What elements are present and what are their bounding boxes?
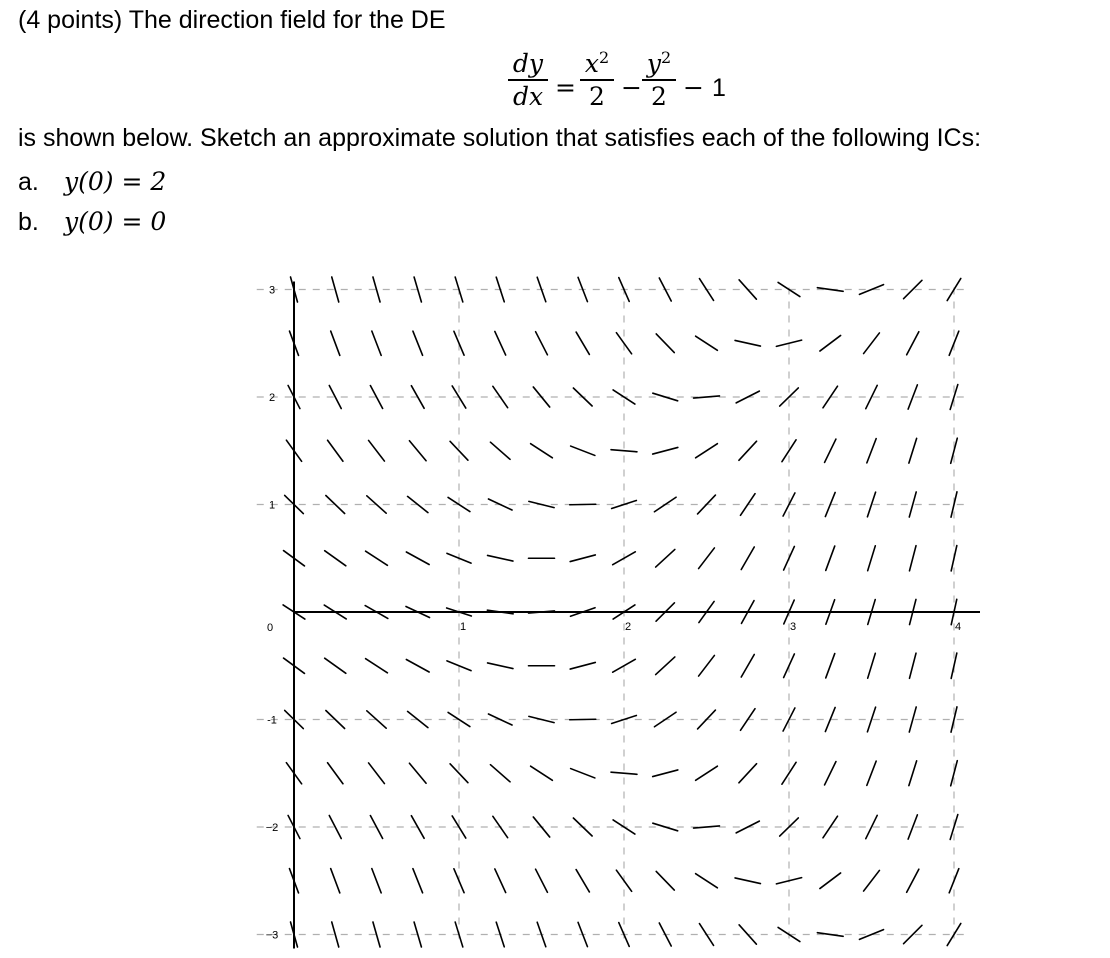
minus-sign: − <box>683 73 704 102</box>
initial-condition-a <box>18 167 166 197</box>
y-tick-label: −3 <box>265 929 279 942</box>
slope-segment <box>741 547 754 570</box>
slope-segment <box>867 439 876 463</box>
y-tick-label: -1 <box>267 714 277 727</box>
slope-segment <box>653 823 678 831</box>
condition-label: a. <box>18 168 39 196</box>
condition-label: b. <box>18 208 39 236</box>
slope-segment <box>488 714 512 725</box>
dydx-denominator: dx <box>512 82 544 111</box>
slope-segment <box>531 444 553 458</box>
slope-segment <box>907 332 919 355</box>
slope-segment <box>826 546 835 570</box>
slope-segment <box>576 332 589 354</box>
slope-segment <box>654 497 676 512</box>
slope-segment <box>864 870 880 891</box>
slope-segment <box>656 334 674 353</box>
slope-segment <box>413 331 423 355</box>
equals-sign: = <box>555 73 576 102</box>
slope-segment <box>366 551 388 565</box>
x-squared-denominator: 2 <box>589 82 605 111</box>
slope-segment <box>571 446 595 455</box>
slope-segment <box>868 653 876 678</box>
slope-segment <box>739 441 757 460</box>
slope-segment <box>653 393 678 401</box>
slope-segment <box>611 450 637 452</box>
y-tick-label: −2 <box>265 822 279 834</box>
slope-segment <box>656 549 675 567</box>
slope-segment <box>369 440 385 461</box>
slope-segment <box>907 869 919 892</box>
slope-segment <box>694 826 720 828</box>
x-tick-label: 2 <box>624 621 632 633</box>
slope-segment <box>328 440 343 461</box>
slope-segment <box>409 763 426 783</box>
slope-segment <box>325 551 346 566</box>
slope-segment <box>454 869 464 893</box>
slope-segment <box>820 335 841 351</box>
slope-segment <box>573 818 592 836</box>
slope-segment <box>531 766 553 780</box>
slope-segment <box>331 331 340 355</box>
origin-label: 0 <box>266 622 274 634</box>
slope-segment <box>696 444 718 458</box>
slope-segment <box>951 546 957 571</box>
slope-segment <box>656 871 674 890</box>
slope-segment <box>825 762 836 785</box>
condition-expression: y(0) = 2 <box>64 167 167 196</box>
initial-condition-b <box>18 207 166 237</box>
slope-segment <box>739 925 756 944</box>
slope-segment <box>699 655 715 676</box>
x-variable: x <box>584 49 599 78</box>
instruction-text: is shown below. Sketch an approximate solution that satisfies each of the following ICs: <box>18 124 982 152</box>
slope-segment <box>533 817 549 837</box>
slope-segment <box>909 653 916 678</box>
dydx-numerator: dy <box>508 50 548 81</box>
slope-segment <box>331 869 340 893</box>
slope-segment <box>533 387 549 407</box>
y-squared-denominator: 2 <box>651 82 667 111</box>
slope-segment <box>909 438 917 463</box>
y-squared-numerator <box>642 50 676 81</box>
slope-segment <box>413 869 423 893</box>
slope-segment <box>654 712 676 727</box>
slope-segment <box>616 870 631 891</box>
slope-segment <box>576 870 589 892</box>
slope-segment <box>784 546 795 570</box>
slope-segment <box>698 710 716 729</box>
slope-segment <box>366 659 388 673</box>
y-tick-label: 3 <box>268 284 276 297</box>
constant-term: 1 <box>712 74 726 102</box>
slope-segment <box>570 555 595 562</box>
slope-segment <box>529 716 554 722</box>
slope-segment <box>570 662 595 669</box>
slope-segment <box>406 659 429 672</box>
x-tick-label: 3 <box>789 621 797 633</box>
slope-segment <box>696 766 718 780</box>
slope-segment <box>369 763 385 784</box>
slope-segment <box>909 761 917 786</box>
x-squared-numerator <box>580 50 614 81</box>
problem-header: (4 points) The direction field for the DE <box>18 6 446 34</box>
slope-segment <box>656 657 675 675</box>
slope-segment <box>653 770 678 777</box>
slope-segment <box>741 654 754 677</box>
slope-segment <box>696 874 718 888</box>
x-exponent: 2 <box>598 48 610 67</box>
slope-segment <box>739 280 756 299</box>
slope-segment <box>825 439 836 462</box>
slope-segment <box>735 878 760 884</box>
y-tick-label: 1 <box>268 499 276 512</box>
slope-segment <box>529 501 554 507</box>
slope-segment <box>328 763 343 784</box>
y-squared-fraction <box>642 50 676 112</box>
slope-segment <box>573 388 592 406</box>
slope-segment <box>909 546 916 571</box>
slope-segment <box>699 548 715 569</box>
slope-segment <box>488 499 512 510</box>
x-tick-label: 1 <box>459 621 467 633</box>
slope-segment <box>696 336 718 350</box>
dy-dx-fraction <box>508 50 548 112</box>
slope-segment <box>653 447 678 454</box>
slope-segment <box>495 331 506 355</box>
differential-equation <box>500 50 760 126</box>
slope-segment <box>826 654 835 678</box>
slope-segment <box>867 761 876 785</box>
slope-segment <box>495 869 506 893</box>
slope-segment <box>864 333 880 354</box>
slope-segment <box>698 495 716 514</box>
slope-segment <box>488 663 513 669</box>
slope-segment <box>949 869 959 893</box>
slope-segment <box>409 441 426 461</box>
slope-segment <box>372 331 381 355</box>
x-squared-fraction <box>580 50 614 112</box>
slope-segment <box>694 396 720 398</box>
y-tick-label: 2 <box>268 392 276 404</box>
slope-segment <box>536 332 548 355</box>
x-tick-label: 4 <box>954 621 962 633</box>
direction-field-plot <box>240 270 980 958</box>
slope-segment <box>570 504 596 505</box>
slope-segment <box>406 552 429 565</box>
slope-segment <box>536 869 548 892</box>
minus-sign: − <box>621 73 642 102</box>
slope-segment <box>488 555 513 561</box>
slope-segment <box>490 765 510 782</box>
slope-segment <box>739 764 757 783</box>
slope-segment <box>611 772 637 774</box>
slope-segment <box>571 769 595 778</box>
slope-segment <box>490 442 510 459</box>
y-exponent: 2 <box>660 48 672 67</box>
slope-segment <box>325 658 346 673</box>
slope-segment <box>735 340 760 346</box>
y-variable: y <box>646 49 661 78</box>
slope-segment <box>570 719 596 720</box>
slope-segment <box>372 869 381 893</box>
condition-expression: y(0) = 0 <box>64 207 167 236</box>
slope-segment <box>820 873 841 889</box>
slope-segment <box>868 546 876 571</box>
